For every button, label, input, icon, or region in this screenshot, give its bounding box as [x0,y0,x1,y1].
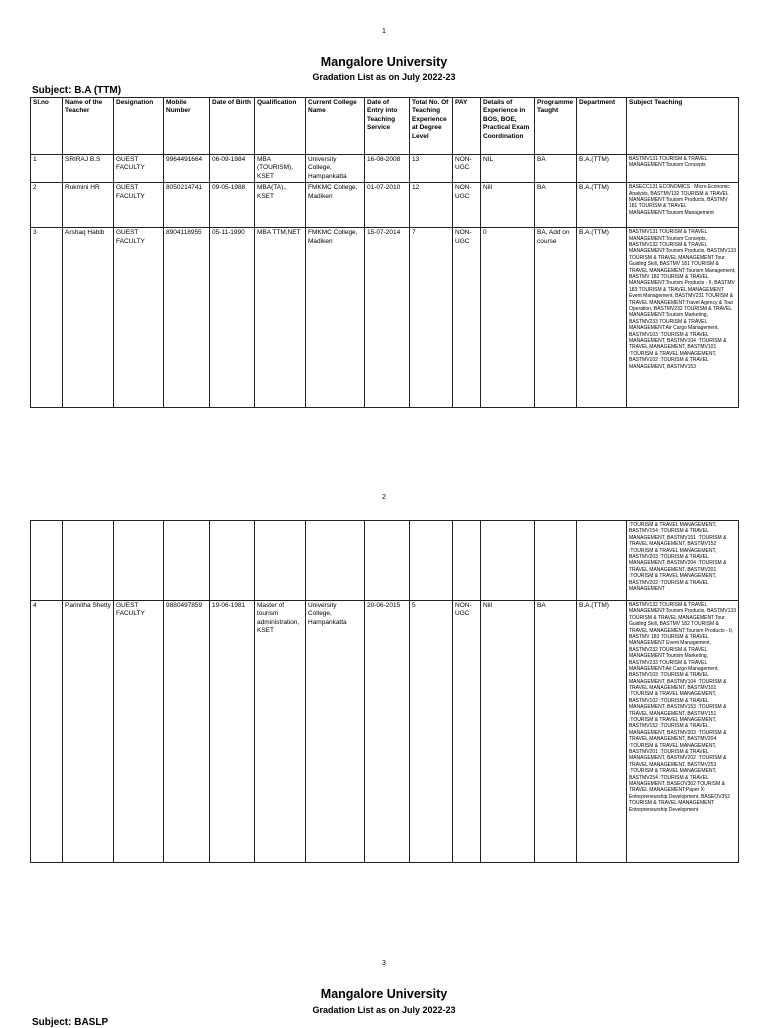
cell-programme-taught: BA [535,601,577,863]
cell-qualification [255,521,306,601]
cell-pay: NON-UGC [453,183,481,228]
column-header-qualification: Qualification [255,98,306,155]
cell-designation: GUEST FACULTY [114,183,164,228]
cell-pay: NON-UGC [453,155,481,183]
page-number: 3 [382,960,386,967]
cell-date-of-entry [365,521,410,601]
cell-department: B.A.(TTM) [577,601,627,863]
cell-teacher-name: Rukmini HR [63,183,114,228]
cell-date-of-birth [210,521,255,601]
cell-experience-details [481,521,535,601]
document-title: Mangalore University [320,987,448,1001]
cell-teaching-experience: 7 [410,228,453,408]
cell-sl-no: 1 [31,155,63,183]
table-row [31,601,739,863]
cell-teacher-name: SRIRAJ B.S [63,155,114,183]
cell-designation [114,521,164,601]
column-header-designation: Designation [114,98,164,155]
cell-sl-no: 4 [31,601,63,863]
cell-pay: NON-UGC [453,601,481,863]
cell-programme-taught: BA [535,183,577,228]
cell-date-of-birth: 09-05-1988 [210,183,255,228]
cell-designation: GUEST FACULTY [114,601,164,863]
cell-subject-teaching: BASECC131 ECONOMICS : Micro Economic Analysis, BASTMV132 TOURISM & TRAVEL MANAGEMENT:Tourism Products, BASTMV 181 TOURISM & TRAVEL MANAGEMENT:Tourism Management [627,183,739,228]
table-row [31,183,739,228]
cell-teaching-experience: 5 [410,601,453,863]
cell-mobile-number: 9964491664 [164,155,210,183]
cell-qualification: MBA (TOURISM), KSET [255,155,306,183]
cell-subject-teaching: BASTMV131 TOURISM & TRAVEL MANAGEMENT:Tourism Concepts, BASTMV132 TOURISM & TRAVEL MANAGEMENT:Tourism Products, BASTMV133 TOURISM & TRAVEL MANAGEMENT:Tour Guiding Skill, BASTMV 181 TOURISM & TRAVEL MANAGEMENT:Tourism Management, BASTMV 182 TOURISM & TRAVEL MANAGEMENT:Tourism Products - II, BASTMV 183 TOURISM & TRAVEL MANAGEMENT Event Management, BASTMV231 TOURISM & TRAVEL MANAGEMENT:Travel Agency & Tour Operation, BASTMV232 TOURISM & TRAVEL MANAGEMENT:Tourism Marketing, BASTMV233 TOURISM & TRAVEL MANAGEMENT:Air Cargo Management, BASTMV103 :TOURISM & TRAVEL MANAGEMENT, BASTMV104 :TOURISM & TRAVEL MANAGEMENT, BASTMV101 :TOURISM & TRAVEL MANAGEMENT, BASTMV102 :TOURISM & TRAVEL MANAGEMENT, BASTMV153 [627,228,739,408]
cell-teacher-name: Parinitha Shetty [63,601,114,863]
subject-heading: Subject: B.A (TTM) [32,85,122,96]
cell-programme-taught [535,521,577,601]
cell-college-name: University College, Hampankatta [306,155,365,183]
cell-designation: GUEST FACULTY [114,155,164,183]
cell-teaching-experience: 12 [410,183,453,228]
column-header-department: Department [577,98,627,155]
cell-teaching-experience [410,521,453,601]
table-row [31,521,739,601]
cell-pay [453,521,481,601]
gradation-table-continued [30,520,739,863]
cell-subject-teaching: BASTMV131 TOURISM & TRAVEL MANAGEMENT:Tourism Concepts [627,155,739,183]
column-header-date-of-entry: Date of Entry into Teaching Service [365,98,410,155]
cell-date-of-entry: 01-07-2010 [365,183,410,228]
page-number: 2 [382,494,386,501]
table-header-row [31,98,739,155]
cell-teaching-experience: 13 [410,155,453,183]
cell-date-of-entry: 15-07-2014 [365,228,410,408]
column-header-mobile-number: Mobile Number [164,98,210,155]
document-title: Mangalore University [320,55,448,69]
cell-mobile-number: 9880497859 [164,601,210,863]
cell-department: B.A.(TTM) [577,183,627,228]
cell-teacher-name [63,521,114,601]
cell-teacher-name: Arshaq Habib [63,228,114,408]
cell-department [577,521,627,601]
cell-subject-teaching: :TOURISM & TRAVEL MANAGEMENT, BASTMV154 :TOURISM & TRAVEL MANAGEMENT, BASTMV151 :TOURISM & TRAVEL MANAGEMENT, BASTMV152 :TOURISM & TRAVEL MANAGEMENT, BASTMV203 :TOURISM & TRAVEL MANAGEMENT, BASTMV204 :TOURISM & TRAVEL MANAGEMENT, BASTMV201 :TOURISM & TRAVEL MANAGEMENT, BASTMV202 :TOURISM & TRAVEL MANAGEMENT [627,521,739,601]
column-header-teaching-experience: Total No. Of Teaching Experience at Degree Level [410,98,453,155]
cell-college-name: University College, Hampankatta [306,601,365,863]
document-subtitle: Gradation List as on July 2022-23 [312,72,456,82]
cell-qualification: MBA TTM,NET [255,228,306,408]
subject-heading: Subject: BASLP [32,1017,109,1028]
cell-college-name: FMKMC College, Madikeri [306,228,365,408]
column-header-subject-teaching: Subject Teaching [627,98,739,155]
cell-college-name: FMKMC College, Madikeri [306,183,365,228]
cell-qualification: Master of tourism administration, KSET [255,601,306,863]
cell-department: B.A.(TTM) [577,228,627,408]
column-header-programme-taught: Programme Taught [535,98,577,155]
cell-experience-details: Nill [481,183,535,228]
cell-designation: GUEST FACULTY [114,228,164,408]
cell-date-of-entry: 20-06-2015 [365,601,410,863]
cell-programme-taught: BA, Add on course [535,228,577,408]
cell-experience-details: 0 [481,228,535,408]
cell-date-of-birth: 05-11-1990 [210,228,255,408]
cell-date-of-birth: 19-06-1981 [210,601,255,863]
table-row [31,228,739,408]
cell-date-of-entry: 16-08-2008 [365,155,410,183]
cell-qualification: MBA(TA)., KSET [255,183,306,228]
column-header-pay: PAY [453,98,481,155]
cell-college-name [306,521,365,601]
cell-department: B.A.(TTM) [577,155,627,183]
gradation-table [30,97,739,408]
column-header-college-name: Current College Name [306,98,365,155]
cell-programme-taught: BA [535,155,577,183]
cell-subject-teaching: BASTMV132 TOURISM & TRAVEL MANAGEMENT:Tourism Products, BASTMV133 TOURISM & TRAVEL MANAGEMENT:Tour Guiding Skill, BASTMV 182 TOURISM & TRAVEL MANAGEMENT:Tourism Products - II, BASTMV 183 TOURISM & TRAVEL MANAGEMENT Event Management, BASTMV232 TOURISM & TRAVEL MANAGEMENT:Tourism Marketing, BASTMV233 TOURISM & TRAVEL MANAGEMENT:Air Cargo Management, BASTMV103 :TOURISM & TRAVEL MANAGEMENT, BASTMV104 :TOURISM & TRAVEL MANAGEMENT, BASTMV101 :TOURISM & TRAVEL MANAGEMENT, BASTMV102 :TOURISM & TRAVEL MANAGEMENT, BASTMV153 :TOURISM & TRAVEL MANAGEMENT, BASTMV151 :TOURISM & TRAVEL MANAGEMENT, BASTMV152 :TOURISM & TRAVEL MANAGEMENT, BASTMV203 :TOURISM & TRAVEL MANAGEMENT, BASTMV204 :TOURISM & TRAVEL MANAGEMENT, BASTMV201 :TOURISM & TRAVEL MANAGEMENT, BASTMV202 :TOURISM & TRAVEL MANAGEMENT, BASTMV253 :TOURISM & TRAVEL MANAGEMENT, BASTMV254 :TOURISM & TRAVEL MANAGEMENT, BASEOV302 TOURISM & TRAVEL MANAGEMENT:Paper X: Entrepreneurship Development, BASEOV352 TOURISM & TRAVEL MANAGEMENT Entrepreneurship Development [627,601,739,863]
cell-mobile-number: 8050214741 [164,183,210,228]
column-header-date-of-birth: Date of Birth [210,98,255,155]
cell-pay: NON-UGC [453,228,481,408]
column-header-teacher-name: Name of the Teacher [63,98,114,155]
cell-mobile-number [164,521,210,601]
page-number: 1 [382,28,386,35]
table-row [31,155,739,183]
column-header-sl-no: Sl.no [31,98,63,155]
cell-sl-no [31,521,63,601]
cell-date-of-birth: 06-09-1984 [210,155,255,183]
cell-sl-no: 2 [31,183,63,228]
cell-experience-details: NIL [481,155,535,183]
document-subtitle: Gradation List as on July 2022-23 [312,1005,456,1015]
cell-mobile-number: 8904118955 [164,228,210,408]
cell-experience-details: Nill [481,601,535,863]
cell-sl-no: 3 [31,228,63,408]
column-header-experience-details: Details of Experience in BOS, BOE, Practical Exam Coordination [481,98,535,155]
